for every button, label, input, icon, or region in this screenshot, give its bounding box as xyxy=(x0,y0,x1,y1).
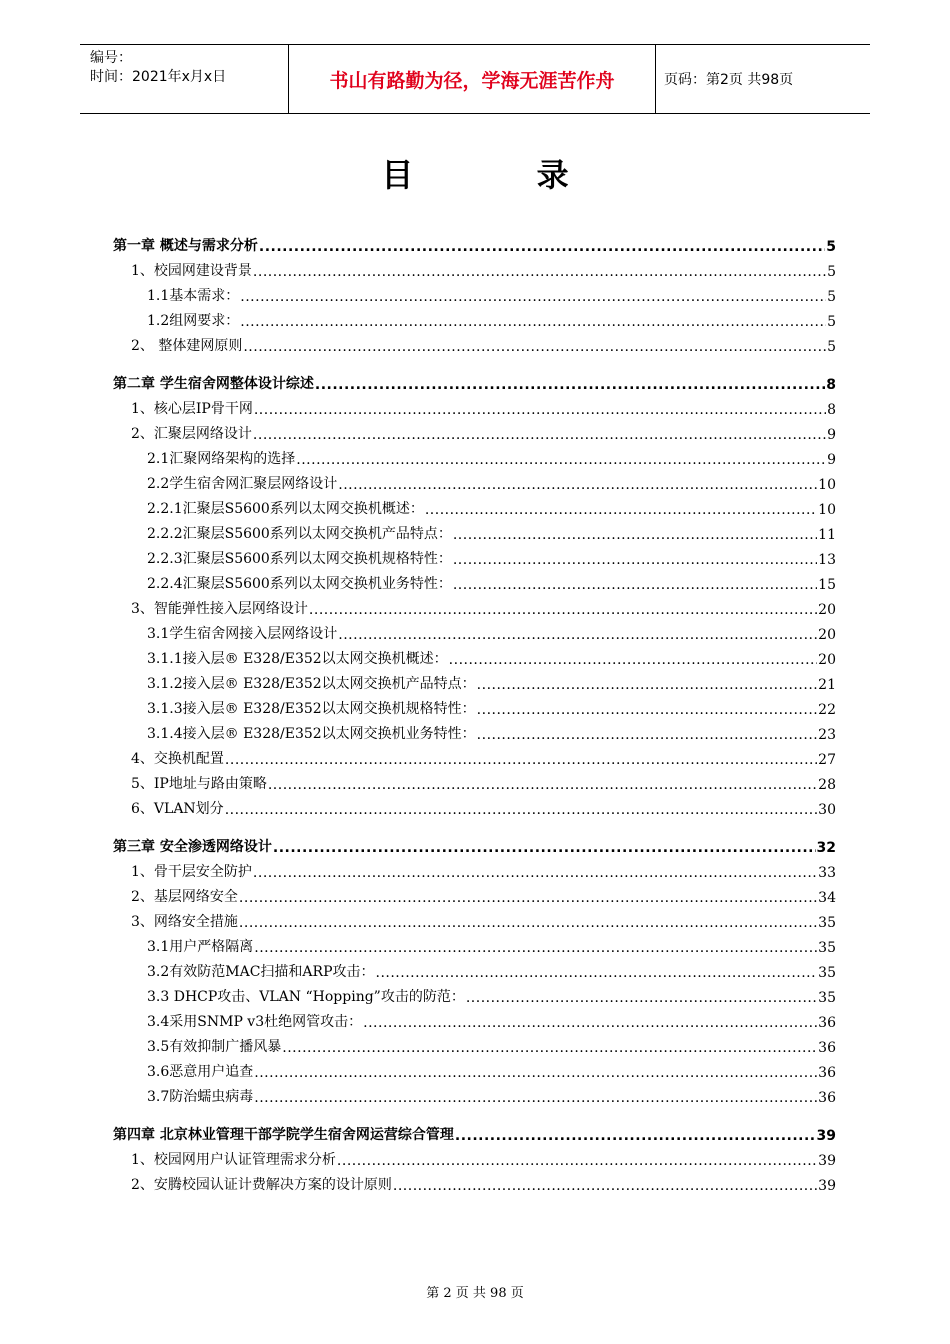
table-of-contents xyxy=(113,227,836,1194)
toc-dot-leader xyxy=(254,402,826,418)
toc-entry-label: 第三章 安全渗透网络设计 xyxy=(113,839,272,855)
toc-page-number: 8 xyxy=(826,377,836,393)
toc-entry[interactable] xyxy=(113,543,836,568)
toc-page-number: 35 xyxy=(818,965,836,981)
toc-chapter-entry[interactable] xyxy=(113,227,836,255)
toc-entry-label: 3.6恶意用户追查 xyxy=(147,1064,254,1080)
toc-entry[interactable] xyxy=(113,1056,836,1081)
toc-entry[interactable] xyxy=(113,1169,836,1194)
toc-entry[interactable] xyxy=(113,981,836,1006)
toc-dot-leader xyxy=(282,1040,817,1056)
toc-dot-leader xyxy=(253,865,817,881)
toc-page-number: 27 xyxy=(818,752,836,768)
toc-entry[interactable] xyxy=(113,856,836,881)
toc-dot-leader xyxy=(253,427,826,443)
toc-dot-leader xyxy=(466,990,817,1006)
toc-entry[interactable] xyxy=(113,956,836,981)
toc-entry-label: 第二章 学生宿舍网整体设计综述 xyxy=(113,376,314,392)
toc-chapter-entry[interactable] xyxy=(113,365,836,393)
toc-entry-label: 3、智能弹性接入层网络设计 xyxy=(131,601,308,617)
toc-dot-leader xyxy=(477,727,818,743)
toc-entry-label: 2.2学生宿舍网汇聚层网络设计 xyxy=(147,476,338,492)
toc-dot-leader xyxy=(273,840,816,856)
toc-page-number: 20 xyxy=(818,652,836,668)
toc-entry-label: 3.1学生宿舍网接入层网络设计 xyxy=(147,626,338,642)
toc-dot-leader xyxy=(393,1178,817,1194)
toc-dot-leader xyxy=(449,652,818,668)
number-label: 编号： xyxy=(90,50,132,66)
toc-dot-leader xyxy=(425,502,817,518)
header-page-info: 页码：第2页 共98页 xyxy=(664,72,794,88)
toc-entry-label: 1、骨干层安全防护 xyxy=(131,864,252,880)
toc-entry[interactable] xyxy=(113,330,836,355)
toc-entry-label: 6、VLAN划分 xyxy=(131,801,224,817)
toc-page-number: 8 xyxy=(827,402,836,418)
toc-dot-leader xyxy=(254,1090,817,1106)
toc-entry[interactable] xyxy=(113,718,836,743)
toc-page-number: 35 xyxy=(818,915,836,931)
toc-page-number: 5 xyxy=(827,289,836,305)
toc-dot-leader xyxy=(363,1015,817,1031)
toc-dot-leader xyxy=(259,239,825,255)
toc-page-number: 10 xyxy=(818,477,836,493)
toc-dot-leader xyxy=(254,1065,817,1081)
toc-entry-label: 2、基层网络安全 xyxy=(131,889,238,905)
toc-entry-label: 1、校园网建设背景 xyxy=(131,263,252,279)
header-motto: 书山有路勤为径，学海无涯苦作舟 xyxy=(288,45,656,113)
toc-entry-label: 4、交换机配置 xyxy=(131,751,224,767)
toc-dot-leader xyxy=(268,777,817,793)
toc-dot-leader xyxy=(453,577,817,593)
toc-entry-label: 3.1用户严格隔离 xyxy=(147,939,254,955)
page-title: 目 录 xyxy=(381,156,625,194)
toc-entry[interactable] xyxy=(113,1081,836,1106)
toc-dot-leader xyxy=(296,452,826,468)
toc-entry-label: 1.1基本需求： xyxy=(147,288,240,304)
toc-entry[interactable] xyxy=(113,518,836,543)
toc-entry[interactable] xyxy=(113,618,836,643)
toc-page-number: 36 xyxy=(818,1015,836,1031)
toc-dot-leader xyxy=(225,752,817,768)
toc-page-number: 9 xyxy=(827,452,836,468)
toc-page-number: 39 xyxy=(816,1128,836,1144)
toc-entry[interactable] xyxy=(113,768,836,793)
toc-page-number: 10 xyxy=(818,502,836,518)
toc-entry-label: 1、校园网用户认证管理需求分析 xyxy=(131,1152,336,1168)
toc-entry-label: 3.4采用SNMP v3杜绝网管攻击： xyxy=(147,1014,363,1030)
toc-page-number: 5 xyxy=(827,339,836,355)
header-meta xyxy=(90,49,280,87)
toc-dot-leader xyxy=(453,552,817,568)
toc-entry-label: 2.2.2汇聚层S5600系列以太网交换机产品特点： xyxy=(147,526,452,542)
toc-dot-leader xyxy=(337,1153,817,1169)
toc-entry[interactable] xyxy=(113,255,836,280)
toc-entry-label: 3.1.2接入层® E328/E352以太网交换机产品特点： xyxy=(147,676,476,692)
toc-page-number: 11 xyxy=(818,527,836,543)
toc-entry-label: 2、 整体建网原则 xyxy=(131,338,243,354)
toc-entry[interactable] xyxy=(113,881,836,906)
toc-dot-leader xyxy=(477,702,818,718)
toc-page-number: 39 xyxy=(818,1178,836,1194)
toc-entry-label: 3.2有效防范MAC扫描和ARP攻击： xyxy=(147,964,375,980)
toc-entry[interactable] xyxy=(113,393,836,418)
toc-dot-leader xyxy=(309,602,817,618)
toc-entry[interactable] xyxy=(113,743,836,768)
toc-entry-label: 3.1.3接入层® E328/E352以太网交换机规格特性： xyxy=(147,701,476,717)
toc-dot-leader xyxy=(254,940,817,956)
toc-entry-label: 3、网络安全措施 xyxy=(131,914,238,930)
toc-entry[interactable] xyxy=(113,693,836,718)
toc-page-number: 36 xyxy=(818,1065,836,1081)
toc-entry[interactable] xyxy=(113,793,836,818)
toc-entry-label: 第四章 北京林业管理干部学院学生宿舍网运营综合管理 xyxy=(113,1127,454,1143)
toc-entry-label: 2、安腾校园认证计费解决方案的设计原则 xyxy=(131,1177,392,1193)
toc-page-number: 30 xyxy=(818,802,836,818)
toc-entry[interactable] xyxy=(113,1031,836,1056)
toc-entry-label: 3.1.4接入层® E328/E352以太网交换机业务特性： xyxy=(147,726,476,742)
toc-page-number: 13 xyxy=(818,552,836,568)
toc-entry[interactable] xyxy=(113,305,836,330)
page-footer: 第 2 页 共 98 页 xyxy=(426,1286,524,1301)
toc-chapter-entry[interactable] xyxy=(113,1116,836,1144)
toc-entry-label: 2.2.4汇聚层S5600系列以太网交换机业务特性： xyxy=(147,576,452,592)
toc-page-number: 36 xyxy=(818,1040,836,1056)
toc-entry[interactable] xyxy=(113,593,836,618)
toc-entry[interactable] xyxy=(113,493,836,518)
toc-entry-label: 2、汇聚层网络设计 xyxy=(131,426,252,442)
toc-entry[interactable] xyxy=(113,280,836,305)
toc-page-number: 5 xyxy=(826,239,836,255)
toc-page-number: 35 xyxy=(818,940,836,956)
toc-dot-leader xyxy=(240,314,826,330)
toc-entry[interactable] xyxy=(113,1144,836,1169)
toc-dot-leader xyxy=(376,965,818,981)
toc-entry-label: 1.2组网要求： xyxy=(147,313,240,329)
toc-entry[interactable] xyxy=(113,468,836,493)
toc-page-number: 5 xyxy=(827,314,836,330)
toc-dot-leader xyxy=(477,677,818,693)
toc-dot-leader xyxy=(338,477,817,493)
toc-entry-label: 3.3 DHCP攻击、VLAN “Hopping”攻击的防范： xyxy=(147,989,465,1005)
page-header xyxy=(80,44,870,114)
toc-entry[interactable] xyxy=(113,1006,836,1031)
toc-entry[interactable] xyxy=(113,643,836,668)
toc-dot-leader xyxy=(253,264,826,280)
toc-entry[interactable] xyxy=(113,906,836,931)
toc-entry-label: 2.1汇聚网络架构的选择 xyxy=(147,451,296,467)
toc-page-number: 20 xyxy=(818,627,836,643)
toc-page-number: 20 xyxy=(818,602,836,618)
toc-page-number: 5 xyxy=(827,264,836,280)
toc-entry-label: 2.2.1汇聚层S5600系列以太网交换机概述： xyxy=(147,501,424,517)
toc-page-number: 9 xyxy=(827,427,836,443)
date-label: 时间：2021年x月x日 xyxy=(90,69,227,85)
toc-page-number: 21 xyxy=(818,677,836,693)
toc-page-number: 28 xyxy=(818,777,836,793)
toc-dot-leader xyxy=(315,377,825,393)
toc-dot-leader xyxy=(225,802,817,818)
toc-page-number: 35 xyxy=(818,990,836,1006)
toc-entry-label: 3.7防治蠕虫病毒 xyxy=(147,1089,254,1105)
toc-chapter-entry[interactable] xyxy=(113,828,836,856)
toc-entry[interactable] xyxy=(113,418,836,443)
toc-page-number: 36 xyxy=(818,1090,836,1106)
toc-entry-label: 第一章 概述与需求分析 xyxy=(113,238,258,254)
toc-page-number: 39 xyxy=(818,1153,836,1169)
toc-dot-leader xyxy=(239,915,817,931)
toc-dot-leader xyxy=(243,339,826,355)
toc-entry[interactable] xyxy=(113,668,836,693)
toc-page-number: 32 xyxy=(816,840,836,856)
toc-dot-leader xyxy=(453,527,817,543)
toc-dot-leader xyxy=(455,1128,816,1144)
toc-page-number: 15 xyxy=(818,577,836,593)
toc-entry-label: 3.1.1接入层® E328/E352以太网交换机概述： xyxy=(147,651,448,667)
toc-entry[interactable] xyxy=(113,443,836,468)
toc-dot-leader xyxy=(240,289,826,305)
toc-page-number: 34 xyxy=(818,890,836,906)
toc-dot-leader xyxy=(239,890,817,906)
toc-page-number: 22 xyxy=(818,702,836,718)
toc-entry-label: 3.5有效抑制广播风暴 xyxy=(147,1039,282,1055)
toc-entry-label: 5、IP地址与路由策略 xyxy=(131,776,267,792)
toc-entry-label: 2.2.3汇聚层S5600系列以太网交换机规格特性： xyxy=(147,551,452,567)
toc-dot-leader xyxy=(338,627,817,643)
toc-entry-label: 1、核心层IP骨干网 xyxy=(131,401,253,417)
toc-page-number: 23 xyxy=(818,727,836,743)
toc-page-number: 33 xyxy=(818,865,836,881)
toc-entry[interactable] xyxy=(113,568,836,593)
toc-entry[interactable] xyxy=(113,931,836,956)
